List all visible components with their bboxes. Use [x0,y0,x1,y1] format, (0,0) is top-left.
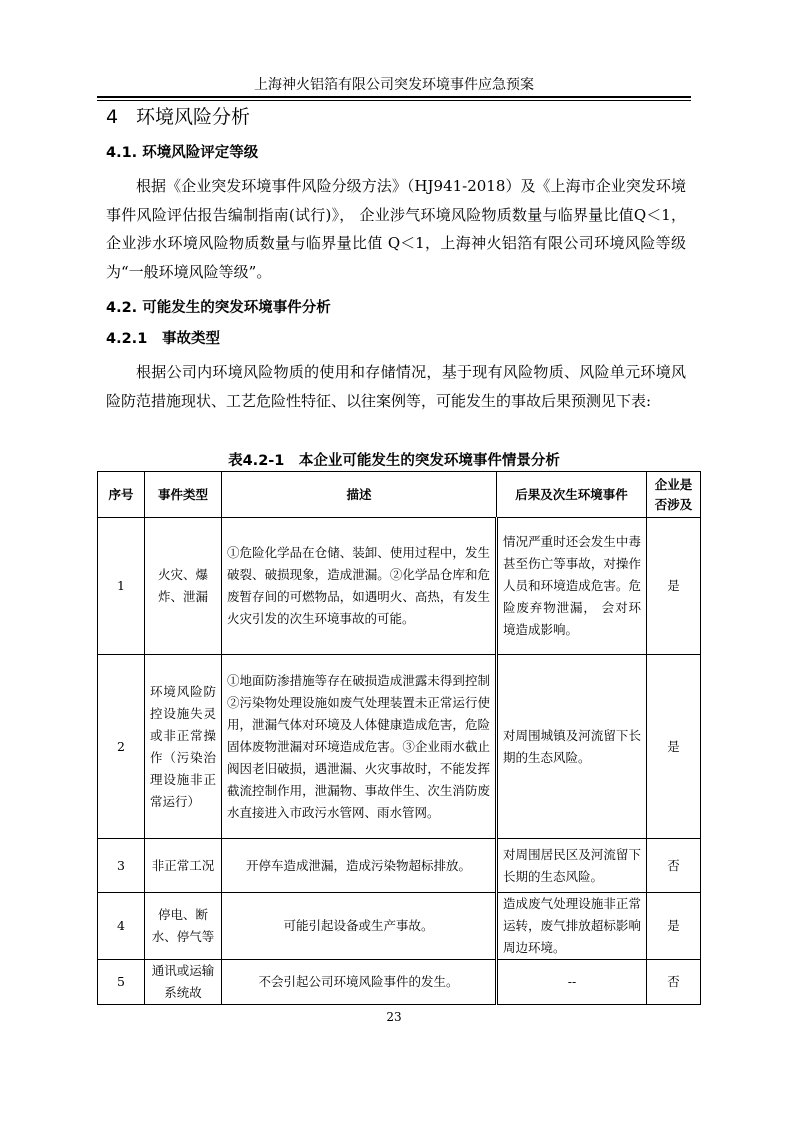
cell-no: 4 [98,893,145,960]
subsection-4-2-heading: 4.2. 可能发生的突发环境事件分析 [106,300,331,316]
subsection-4-2-1-heading [106,329,220,349]
header-result: 后果及次生环境事件 [497,472,647,518]
cell-no: 5 [98,960,145,1005]
header-no: 序号 [98,472,145,518]
page-number: 23 [386,1010,402,1024]
header-rule-thin [97,100,691,101]
cell-type: 环境风险防控设施失灵或非正常操作（污染治理设施非正常运行） [145,655,222,839]
cell-type: 通讯或运输系统故 [145,960,222,1005]
table-caption: 表4.2-1 本企业可能发生的突发环境事件情景分析 [228,453,560,469]
table-header-row [98,472,701,518]
table-row [98,518,701,655]
header-involved: 企业是否涉及 [647,472,701,518]
table-row [98,655,701,839]
section-heading [106,104,250,130]
header-desc: 描述 [222,472,497,518]
cell-no: 2 [98,655,145,839]
cell-involved: 是 [647,518,701,655]
cell-result: -- [497,960,647,1005]
cell-result: 对周围居民区及河流留下长期的生态风险。 [497,839,647,893]
cell-result: 对周围城镇及河流留下长期的生态风险。 [497,655,647,839]
subsection-number: 4.2.1 [106,331,148,347]
cell-no: 3 [98,839,145,893]
header-rule-thick [97,96,691,98]
page-header: 上海神火铝箔有限公司突发环境事件应急预案 [254,77,534,93]
paragraph-risk-level: 根据《企业突发环境事件风险分级方法》（HJ941-2018）及《上海市企业突发环境事件风险评估报告编制指南(试行)》， 企业涉气环境风险物质数量与临界量比值Q＜1，企业涉水环境风险物质数量与临界量比值 Q＜1，上海神火铝箔有限公司环境风险等级为“一般环境风险等级”。 [106,177,686,281]
cell-type: 停电、断水、停气等 [145,893,222,960]
cell-desc: 可能引起设备或生产事故。 [222,893,497,960]
paragraph-accident-types: 根据公司内环境风险物质的使用和存储情况，基于现有风险物质、风险单元环境风险防范措施现状、工艺危险性特征、以往案例等，可能发生的事故后果预测见下表: [106,363,686,410]
table-row [98,839,701,893]
cell-type: 非正常工况 [145,839,222,893]
cell-desc: ①危险化学品在仓储、装卸、使用过程中，发生破裂、破损现象，造成泄漏。②化学品仓库和危废暂存间的可燃物品，如遇明火、高热，有发生火灾引发的次生环境事故的可能。 [222,518,497,655]
cell-result: 情况严重时还会发生中毒甚至伤亡等事故，对操作人员和环境造成危害。危险废弃物泄漏， 会对环境造成影响。 [497,518,647,655]
section-number: 4 [106,106,119,128]
cell-involved: 是 [647,893,701,960]
cell-type: 火灾、爆炸、泄漏 [145,518,222,655]
cell-desc: 开停车造成泄漏，造成污染物超标排放。 [222,839,497,893]
cell-desc: ①地面防渗措施等存在破损造成泄露未得到控制②污染物处理设施如废气处理装置未正常运行使用，泄漏气体对环境及人体健康造成危害，危险固体废物泄漏对环境造成危害。③企业雨水截止阀因老旧破损，遇泄漏、火灾事故时，不能发挥截流控制作用，泄漏物、事故伴生、次生消防废水直接进入市政污水管网、雨水管网。 [222,655,497,839]
section-title: 环境风险分析 [136,106,251,128]
cell-involved: 否 [647,839,701,893]
cell-no: 1 [98,518,145,655]
cell-involved: 否 [647,960,701,1005]
table-row [98,893,701,960]
cell-desc: 不会引起公司环境风险事件的发生。 [222,960,497,1005]
table-row [98,960,701,1005]
cell-result: 造成废气处理设施非正常运转，废气排放超标影响周边环境。 [497,893,647,960]
scenario-table [97,471,701,1005]
cell-involved: 是 [647,655,701,839]
header-type: 事件类型 [145,472,222,518]
subsection-title: 事故类型 [162,331,220,347]
subsection-4-1-heading: 4.1. 环境风险评定等级 [106,145,259,161]
